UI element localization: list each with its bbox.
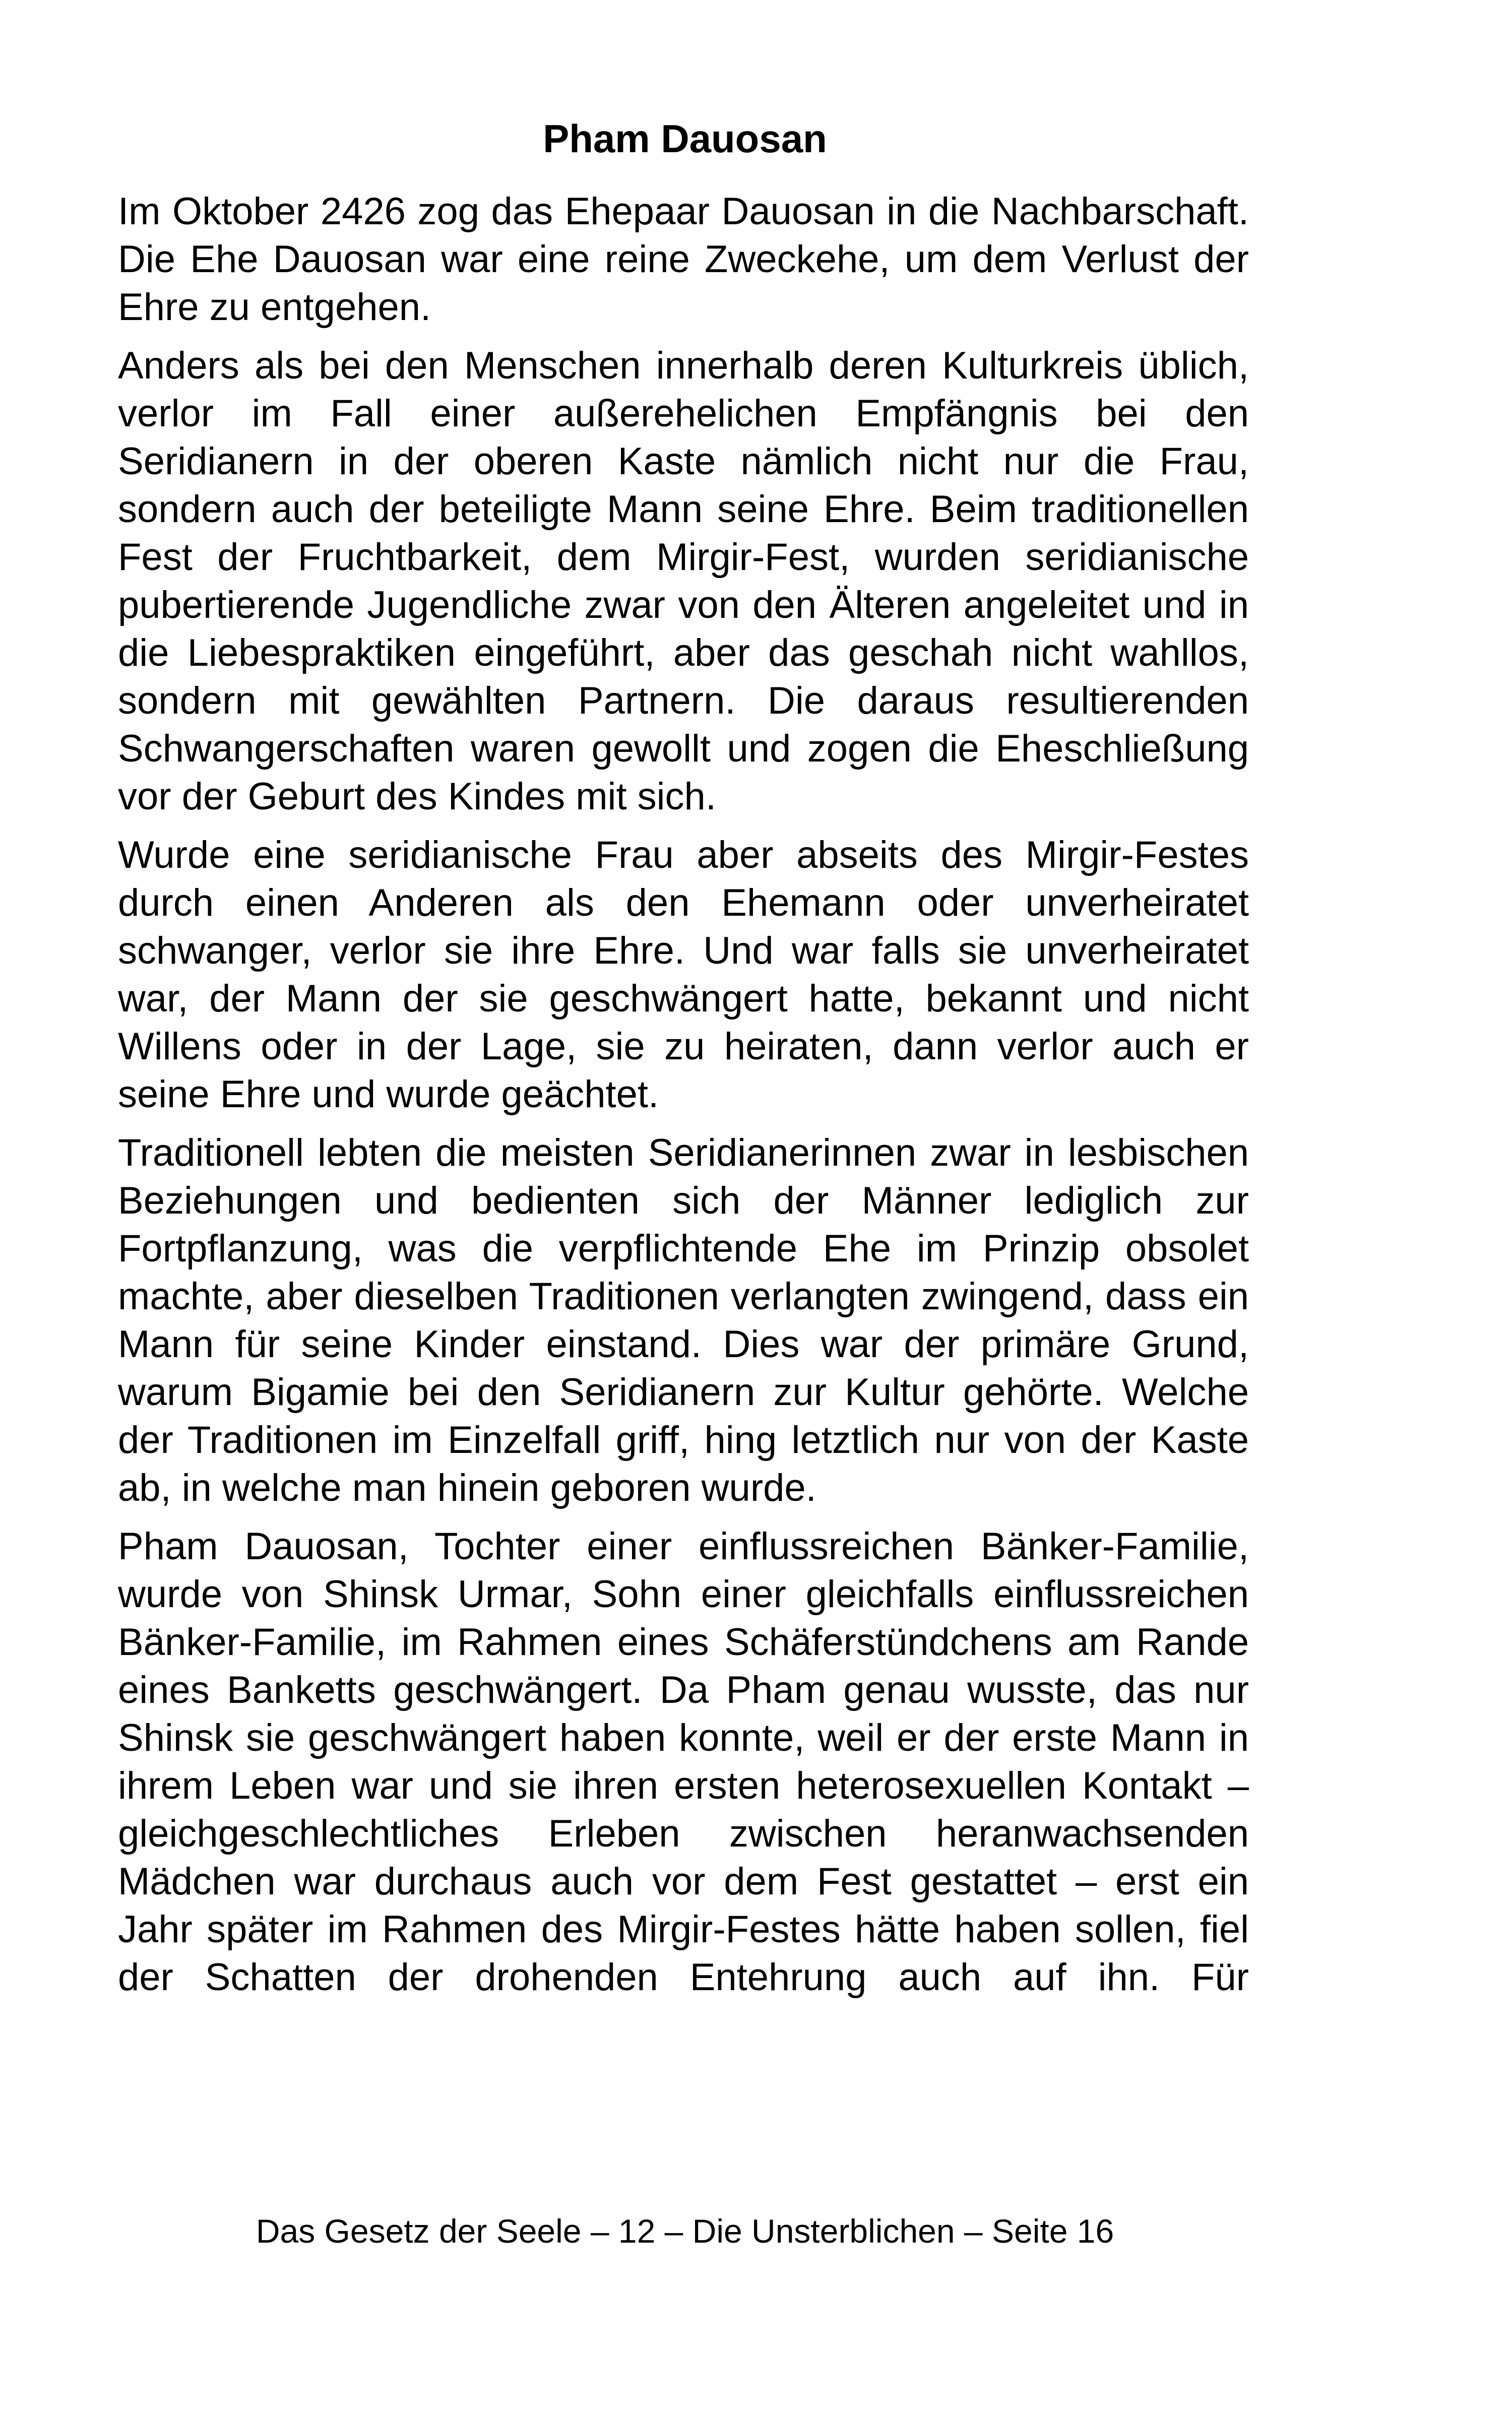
paragraph-4: Traditionell lebten die meisten Seridianerinnen zwar in lesbischen Beziehungen und bedienten sich der Männer lediglich zur Fortpflanzung, was die verpflichtende Ehe im Prinzip obsolet machte, aber dieselben Traditionen verlangten zwingend, dass ein Mann für seine Kinder einstand. Dies war der primäre Grund, warum Bigamie bei den Seridianern zur Kultur gehörte. Welche der Traditionen im Einzelfall griff, hing letztlich nur von der Kaste ab, in welche man hinein geboren wurde. xyxy=(118,1131,1249,1509)
chapter-title: Pham Dauosan xyxy=(543,116,827,161)
paragraph-1: Im Oktober 2426 zog das Ehepaar Dauosan in die Nachbarschaft. Die Ehe Dauosan war eine reine Zweckehe, um dem Verlust der Ehre zu entgehen. xyxy=(118,190,1249,329)
paragraph-2: Anders als bei den Menschen innerhalb deren Kulturkreis üblich, verlor im Fall einer außerehelichen Empfängnis bei den Seridianern in der oberen Kaste nämlich nicht nur die Frau, sondern auch der beteiligte Mann seine Ehre. Beim traditionellen Fest der Fruchtbarkeit, dem Mirgir-Fest, wurden seridianische pubertierende Jugendliche zwar von den Älteren angeleitet und in die Liebespraktiken eingeführt, aber das geschah nicht wahllos, sondern mit gewählten Partnern. Die daraus resultierenden Schwangerschaften waren gewollt und zogen die Eheschließung vor der Geburt des Kindes mit sich. xyxy=(118,344,1249,818)
paragraph-3: Wurde eine seridianische Frau aber abseits des Mirgir-Festes durch einen Anderen als den Ehemann oder unverheiratet schwanger, verlor sie ihre Ehre. Und war falls sie unverheiratet war, der Mann der sie geschwängert hatte, bekannt und nicht Willens oder in der Lage, sie zu heiraten, dann verlor auch er seine Ehre und wurde geächtet. xyxy=(118,834,1249,1116)
page-footer: Das Gesetz der Seele – 12 – Die Unsterblichen – Seite 16 xyxy=(256,2212,1114,2250)
body-text xyxy=(118,187,1249,2001)
paragraph-5: Pham Dauosan, Tochter einer einflussreichen Bänker-Familie, wurde von Shinsk Urmar, Sohn einer gleichfalls einflussreichen Bänker-Familie, im Rahmen eines Schäferstündchens am Rande eines Banketts geschwängert. Da Pham genau wusste, das nur Shinsk sie geschwängert haben konnte, weil er der erste Mann in ihrem Leben war und sie ihren ersten heterosexuellen Kontakt – gleichgeschlechtliches Erleben zwischen heranwachsenden Mädchen war durchaus auch vor dem Fest gestattet – erst ein Jahr später im Rahmen des Mirgir-Festes hätte haben sollen, fiel der Schatten der drohenden Entehrung auch auf ihn. Für xyxy=(118,1525,1249,1999)
